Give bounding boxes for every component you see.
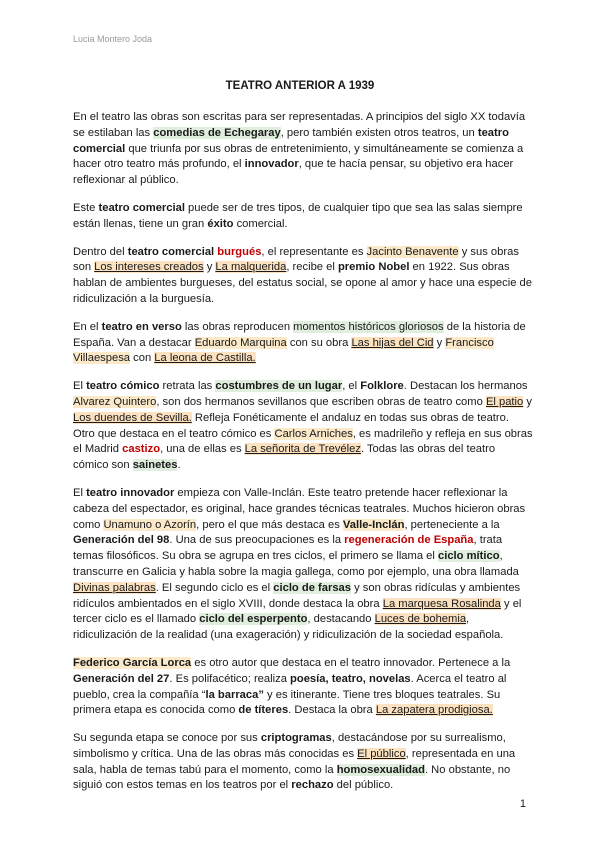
text-run: con xyxy=(130,352,155,365)
emphasis-text: La marquesa Rosalinda xyxy=(382,597,501,610)
text-run: , representada en una sala, habla de temas tabú para el momento, como la xyxy=(73,747,516,776)
emphasis-text: innovador xyxy=(244,158,299,171)
text-run: y es itinerante. Tiene tres bloques teatrales. Su primera etapa es conocida como xyxy=(73,688,501,717)
text-run: , es madrileño y refleja en sus obras el Madrid xyxy=(73,427,533,456)
emphasis-text: teatro comercial xyxy=(98,201,185,214)
text-run: comercial. xyxy=(233,217,288,230)
text-run: Dentro del xyxy=(73,245,128,258)
emphasis-text: Generación del 27 xyxy=(73,672,170,685)
emphasis-text: Las hijas del Cid xyxy=(351,336,434,349)
emphasis-text: La malquerida xyxy=(215,261,287,274)
emphasis-text: ciclo mítico xyxy=(438,550,500,563)
emphasis-text: Generación del 98 xyxy=(73,534,170,547)
emphasis-text: Alvarez Quintero xyxy=(73,395,157,408)
text-run: En el xyxy=(73,320,102,333)
text-run: y xyxy=(433,336,446,349)
emphasis-text: teatro comercial xyxy=(73,126,509,155)
emphasis-text: sainetes xyxy=(132,459,178,472)
paragraph-teatro-innovador xyxy=(73,486,533,644)
emphasis-text: homosexualidad xyxy=(336,763,425,776)
page-number: 1 xyxy=(519,798,526,810)
emphasis-text: El patio xyxy=(485,395,524,408)
emphasis-text: teatro comercial xyxy=(127,245,215,258)
emphasis-text: ciclo de farsas xyxy=(273,581,351,594)
text-run: . Acerca el teatro al pueblo, crea la compañía “ xyxy=(73,672,507,701)
text-run: y xyxy=(203,261,216,274)
emphasis-text: burgués xyxy=(217,245,262,258)
text-run: y son obras ridículas y ambientes ridículos ambientados en el siglo XVIII, donde destaca la obra xyxy=(73,581,521,610)
document-body xyxy=(73,110,533,806)
emphasis-text: Folklore xyxy=(360,380,404,393)
text-run: Refleja Fonéticamente el andaluz en todas sus obras de teatro. Otro que destaca en el teatro cómico es xyxy=(73,411,509,440)
text-run: , perteneciente a la xyxy=(404,518,500,531)
emphasis-text: Francisco Villaespesa xyxy=(73,336,494,365)
text-run: puede ser de tres tipos, de cualquier tipo que sea las salas siempre están llenas, tiene un gran xyxy=(73,201,523,230)
text-run: . Destacan los hermanos xyxy=(403,380,528,393)
emphasis-text: Los duendes de Sevilla. xyxy=(73,411,192,424)
text-run: . Todas las obras del teatro cómico son xyxy=(73,443,496,472)
emphasis-text: regeneración de España xyxy=(344,534,474,547)
text-run: , recibe el xyxy=(286,261,338,274)
text-run: . El segundo ciclo es el xyxy=(155,581,274,594)
emphasis-text: La zapatera prodigiosa. xyxy=(375,704,493,717)
emphasis-text: La señorita de Trevélez xyxy=(244,443,361,456)
emphasis-text: Luces de bohemia xyxy=(374,613,467,626)
text-run: en 1922. Sus obras hablan de ambientes burgueses, del estatus social, se opone al amor y hace una especie de ridiculización a la burguesía. xyxy=(73,261,532,305)
paragraph-teatro-comercial xyxy=(73,201,533,233)
emphasis-text: Unamuno o Azorín xyxy=(103,518,197,531)
text-run: que triunfa por sus obras de entretenimiento, y simultáneamente se comienza a hacer otro teatro más profundo, el xyxy=(73,142,524,171)
text-run: Su segunda etapa se conoce por sus xyxy=(73,732,261,745)
emphasis-text: castizo xyxy=(122,443,161,456)
emphasis-text: criptogramas xyxy=(260,732,332,745)
document-title: TEATRO ANTERIOR A 1939 xyxy=(225,80,375,92)
text-run: , destacándose por su surrealismo, simbolismo y crítica. Una de las obras más conocidas es xyxy=(73,732,506,760)
emphasis-text: Valle-Inclán xyxy=(342,518,405,531)
emphasis-text: Divinas palabras xyxy=(73,581,156,594)
text-run: , el xyxy=(342,380,361,393)
paragraph-teatro-comico xyxy=(73,379,533,474)
emphasis-text: rechazo xyxy=(291,779,334,792)
emphasis-text: Jacinto Benavente xyxy=(366,245,459,258)
text-run: , transcurre en Galicia y habla sobre la magia gallega, como por ejemplo, una obra llamada xyxy=(73,550,519,578)
text-run: con su obra xyxy=(286,336,352,349)
paragraph-segunda-etapa xyxy=(73,731,533,794)
emphasis-text: Los intereses creados xyxy=(94,261,204,274)
text-run: , son dos hermanos sevillanos que escriben obras de teatro como xyxy=(156,395,486,408)
text-run: El xyxy=(73,380,87,393)
text-run: . xyxy=(177,459,181,472)
emphasis-text: teatro innovador xyxy=(86,486,175,499)
emphasis-text: teatro cómico xyxy=(86,380,160,393)
paragraph-teatro-en-verso xyxy=(73,320,533,367)
text-run: , ridiculización de la realidad (una exageración) y ridiculización de la sociedad española. xyxy=(73,613,504,642)
paragraph-intro xyxy=(73,110,533,189)
text-run: , el representante es xyxy=(261,245,367,258)
text-run: , pero el que más destaca es xyxy=(196,518,343,531)
page-header-author: Lucia Montero Joda xyxy=(73,34,153,44)
text-run: es otro autor que destaca en el teatro innovador. Pertenece a la xyxy=(191,656,511,669)
text-run: empieza con Valle-Inclán. Este teatro pretende hacer reflexionar la cabeza del espectador, es original, hace grandes técnicas teatrales. Muchos hicieron obras como xyxy=(73,486,526,531)
text-run: , trata temas filosóficos. Su obra se agrupa en tres ciclos, el primero se llama el xyxy=(73,534,503,563)
emphasis-text: La leona de Castilla. xyxy=(154,352,256,365)
emphasis-text: Carlos Arniches xyxy=(274,427,353,440)
text-run: , que te hacía pensar, su objetivo era hacer reflexionar al público. xyxy=(73,158,514,187)
text-run: , una de ellas es xyxy=(160,443,245,456)
text-run: . Destaca la obra xyxy=(288,704,376,717)
emphasis-text: costumbres de un lugar xyxy=(215,380,343,393)
text-run: , pero también existen otros teatros, un xyxy=(280,126,478,139)
emphasis-text: ciclo del esperpento xyxy=(199,613,308,626)
text-run: . Es polifacético; realiza xyxy=(169,672,291,685)
emphasis-text: El público xyxy=(357,747,406,760)
text-run: retrata las xyxy=(159,380,216,393)
text-run: En el teatro las obras son escritas para ser representadas. A principios del siglo XX todavía se estilaban las xyxy=(73,111,526,139)
text-run: El xyxy=(73,486,87,499)
emphasis-text: Federico García Lorca xyxy=(73,656,192,669)
paragraph-garcia-lorca xyxy=(73,656,533,719)
paragraph-teatro-burgues xyxy=(73,245,533,308)
emphasis-text: comedias de Echegaray xyxy=(153,126,281,139)
text-run: . No obstante, no siguió con estos temas en los teatros por el xyxy=(73,763,511,792)
emphasis-text: la barraca” xyxy=(205,688,264,701)
text-run: , destacando xyxy=(307,613,375,626)
emphasis-text: momentos históricos gloriosos xyxy=(293,320,444,333)
text-run: y el tercer ciclo es el llamado xyxy=(73,597,522,626)
text-run: Este xyxy=(73,201,99,214)
emphasis-text: poesía, teatro, novelas xyxy=(290,672,411,685)
emphasis-text: premio Nobel xyxy=(337,261,410,274)
text-run: de la historia de España. Van a destacar xyxy=(73,320,526,349)
text-run: . Una de sus preocupaciones es la xyxy=(169,534,345,547)
emphasis-text: Eduardo Marquina xyxy=(194,336,287,349)
text-run: y xyxy=(523,395,532,408)
emphasis-text: de títeres xyxy=(238,704,289,717)
text-run: las obras reproducen xyxy=(181,320,294,333)
emphasis-text: teatro en verso xyxy=(101,320,182,333)
text-run: del público. xyxy=(333,779,394,792)
text-run: y sus obras son xyxy=(73,245,519,274)
emphasis-text: éxito xyxy=(207,217,234,230)
